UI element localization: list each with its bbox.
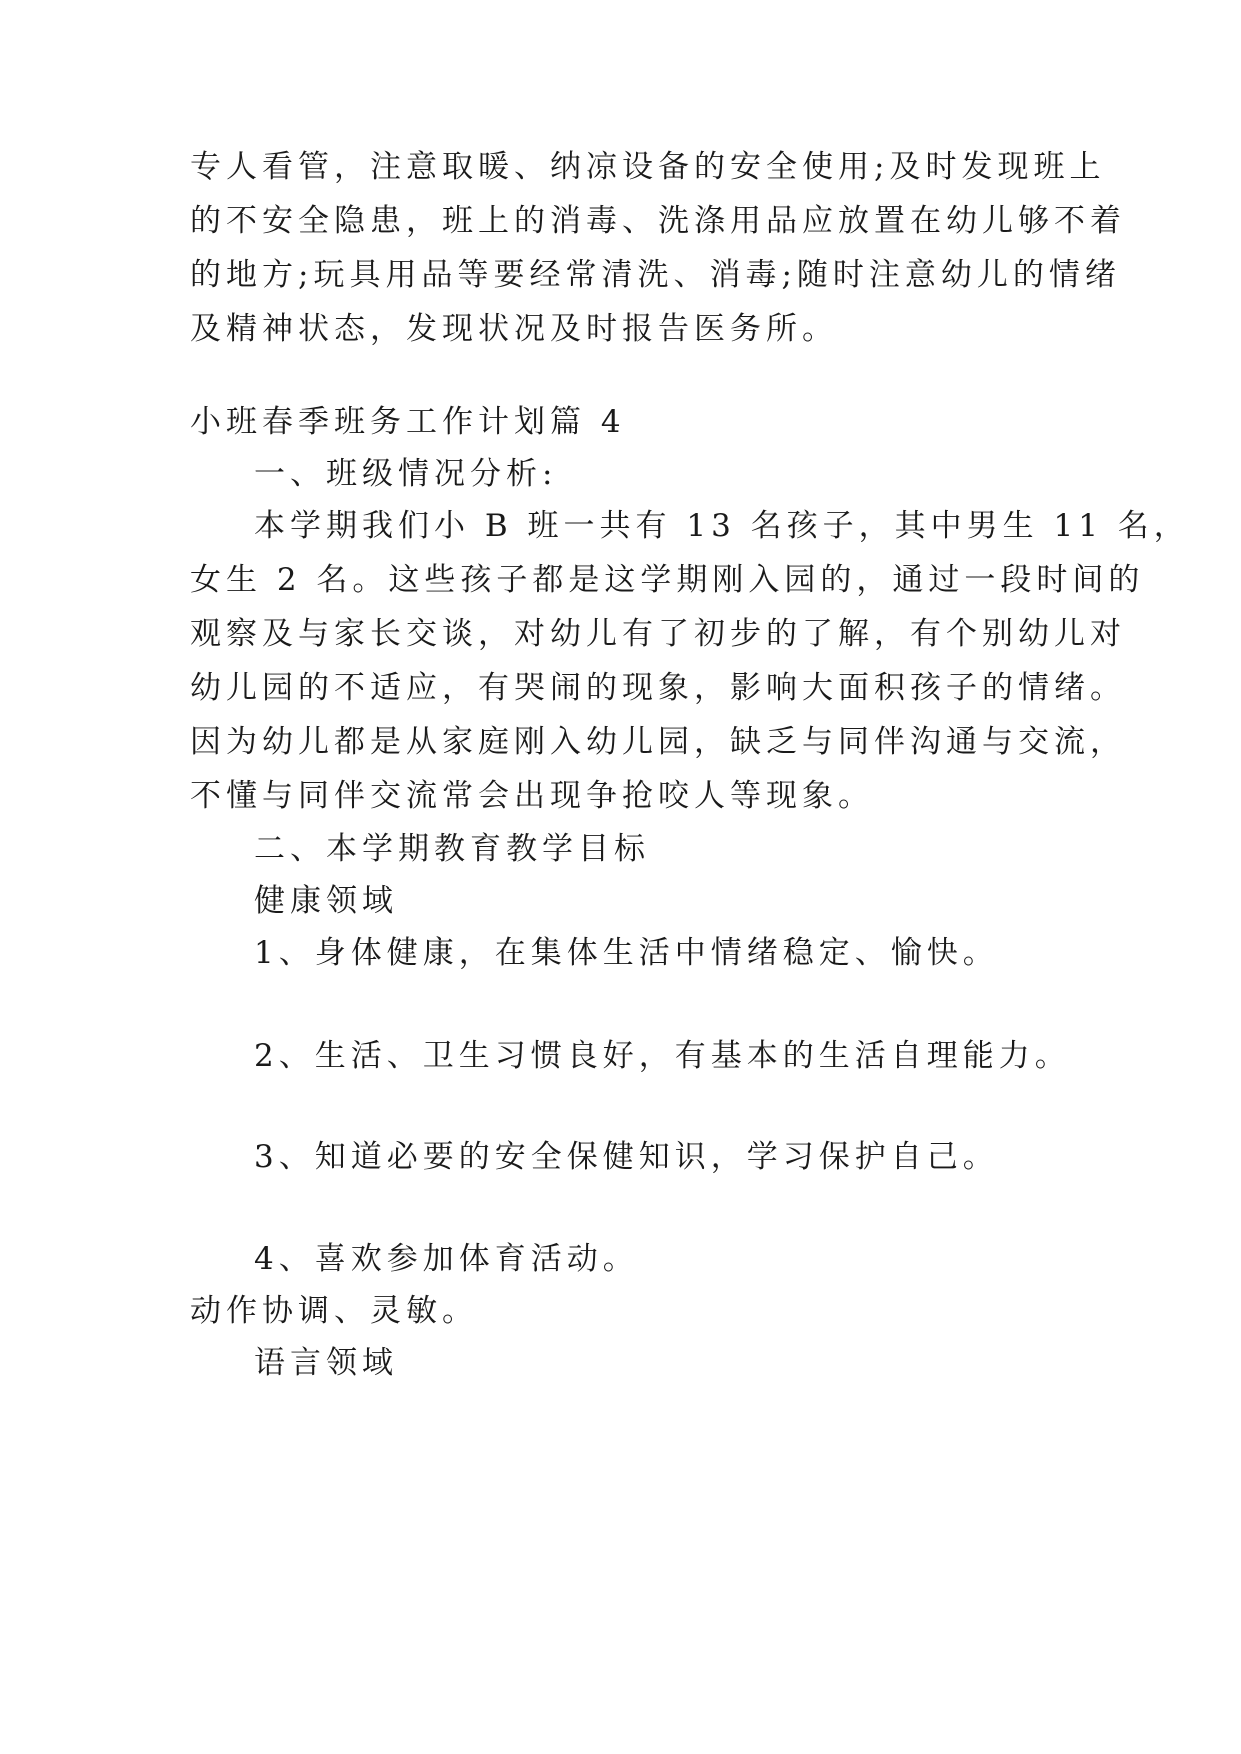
analysis-line-4: 幼儿园的不适应，有哭闹的现象，影响大面积孩子的情绪。	[190, 670, 1126, 706]
continuation-line: 动作协调、灵敏。	[190, 1293, 478, 1329]
analysis-line-1: 本学期我们小 B 班一共有 13 名孩子，其中男生 11 名，	[254, 508, 1190, 544]
analysis-line-2: 女生 2 名。这些孩子都是这学期刚入园的，通过一段时间的	[190, 562, 1145, 598]
intro-line-4: 及精神状态，发现状况及时报告医务所。	[190, 311, 838, 347]
health-item-1: 1、身体健康，在集体生活中情绪稳定、愉快。	[254, 935, 999, 971]
intro-line-1: 专人看管，注意取暖、纳凉设备的安全使用;及时发现班上	[190, 149, 1106, 185]
section-title: 小班春季班务工作计划篇 4	[190, 404, 626, 440]
heading-teaching-goals: 二、本学期教育教学目标	[254, 831, 650, 867]
analysis-line-3: 观察及与家长交谈，对幼儿有了初步的了解，有个别幼儿对	[190, 616, 1126, 652]
intro-line-2: 的不安全隐患，班上的消毒、洗涤用品应放置在幼儿够不着	[190, 203, 1126, 239]
analysis-line-6: 不懂与同伴交流常会出现争抢咬人等现象。	[190, 778, 874, 814]
heading-class-analysis: 一、班级情况分析:	[254, 456, 558, 492]
health-item-2: 2、生活、卫生习惯良好，有基本的生活自理能力。	[254, 1038, 1071, 1074]
health-item-3: 3、知道必要的安全保健知识，学习保护自己。	[254, 1139, 999, 1175]
intro-line-3: 的地方;玩具用品等要经常清洗、消毒;随时注意幼儿的情绪	[190, 257, 1121, 293]
health-item-4: 4、喜欢参加体育活动。	[254, 1241, 639, 1277]
analysis-line-5: 因为幼儿都是从家庭刚入幼儿园，缺乏与同伴沟通与交流，	[190, 724, 1126, 760]
language-domain-heading: 语言领域	[254, 1345, 398, 1381]
health-domain-heading: 健康领域	[254, 883, 398, 919]
